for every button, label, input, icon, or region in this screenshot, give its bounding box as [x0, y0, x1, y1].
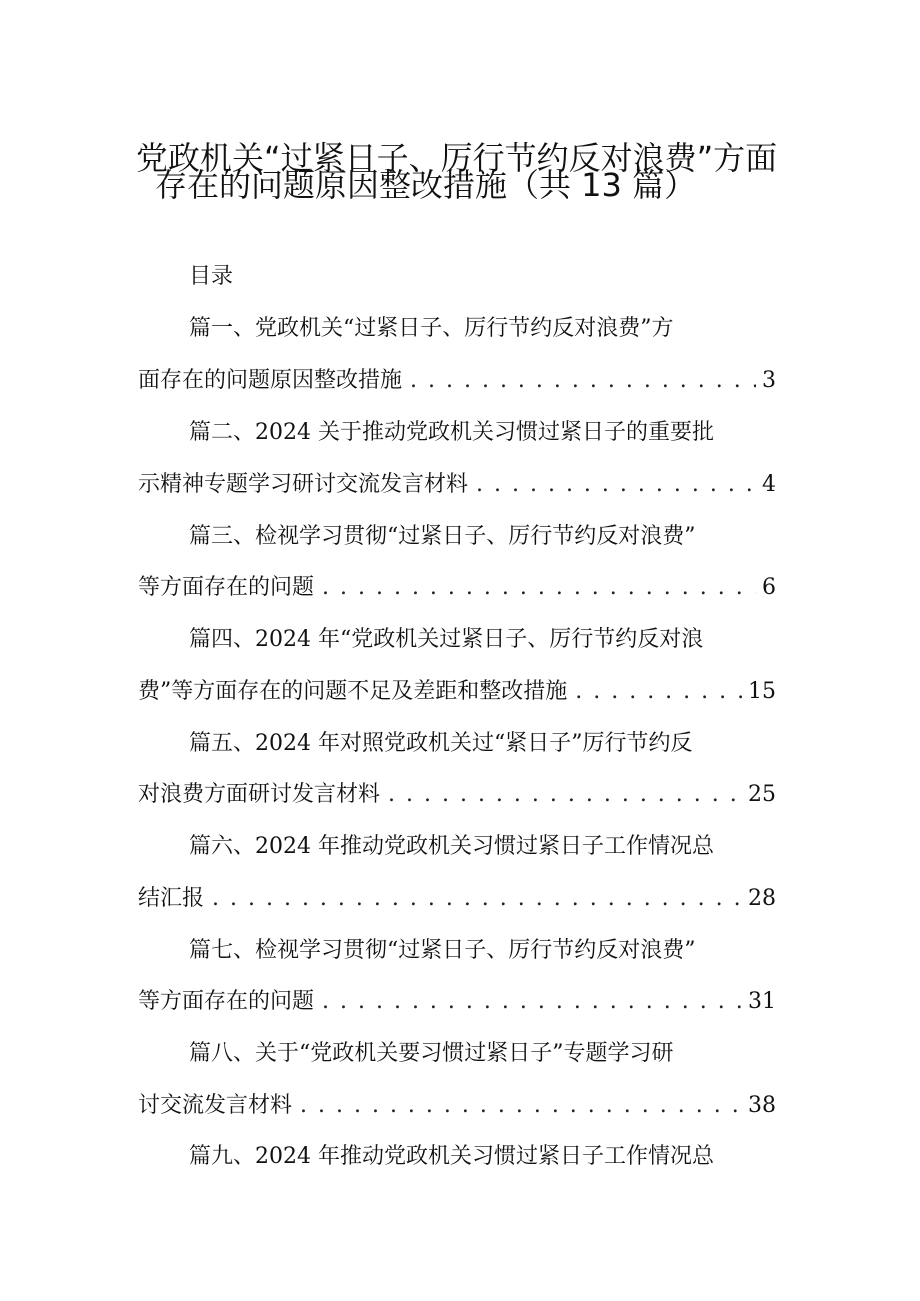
dot-leader [575, 677, 742, 707]
toc-entry-7-line2[interactable] [138, 987, 776, 1017]
toc-entry-8-page: 38 [748, 1093, 776, 1118]
toc-entry-2-text: 示精神专题学习研讨交流发言材料 [138, 472, 469, 497]
toc-entry-4-line2[interactable] [138, 677, 776, 707]
toc-entry-7-line1[interactable]: 篇七、检视学习贯彻“过紧日子、厉行节约反对浪费” [189, 938, 696, 963]
toc-entry-7-text: 等方面存在的问题 [138, 989, 315, 1014]
toc-entry-6-text: 结汇报 [138, 886, 205, 911]
toc-entry-8-text: 讨交流发言材料 [138, 1093, 293, 1118]
toc-entry-5-text: 对浪费方面研讨发言材料 [138, 782, 381, 807]
toc-heading: 目录 [189, 264, 234, 289]
toc-entry-5-page: 25 [748, 782, 776, 807]
toc-entry-7-page: 31 [748, 989, 776, 1014]
toc-entry-3-line2[interactable] [138, 573, 776, 603]
toc-entry-8-line2[interactable] [138, 1091, 776, 1121]
toc-entry-4-text: 费”等方面存在的问题不足及差距和整改措施 [138, 679, 568, 704]
dot-leader [212, 884, 742, 914]
dot-leader [300, 1091, 742, 1121]
toc-entry-8-line1[interactable]: 篇八、关于“党政机关要习惯过紧日子”专题学习研 [189, 1041, 674, 1066]
dot-leader [322, 987, 742, 1017]
toc-entry-5-line1[interactable]: 篇五、2024 年对照党政机关过“紧日子”厉行节约反 [189, 731, 693, 756]
dot-leader [476, 470, 756, 500]
toc-entry-1-page: 3 [762, 368, 776, 393]
document-title-line-2: 存在的问题原因整改措施（共 13 篇） [155, 166, 697, 204]
toc-entry-3-text: 等方面存在的问题 [138, 575, 315, 600]
toc-entry-6-page: 28 [748, 886, 776, 911]
toc-entry-4-line1[interactable]: 篇四、2024 年“党政机关过紧日子、厉行节约反对浪 [189, 627, 704, 652]
toc-entry-1-line1[interactable]: 篇一、党政机关“过紧日子、厉行节约反对浪费”方 [189, 316, 674, 341]
toc-entry-1-text: 面存在的问题原因整改措施 [138, 368, 403, 393]
toc-entry-5-line2[interactable] [138, 780, 776, 810]
toc-entry-2-page: 4 [762, 472, 776, 497]
document-title-line-1: 党政机关“过紧日子、厉行节约反对浪费”方面 [136, 139, 778, 177]
toc-entry-6-line1[interactable]: 篇六、2024 年推动党政机关习惯过紧日子工作情况总 [189, 834, 714, 859]
dot-leader [322, 573, 756, 603]
toc-entry-2-line1[interactable]: 篇二、2024 关于推动党政机关习惯过紧日子的重要批 [189, 420, 714, 445]
toc-entry-3-page: 6 [762, 575, 776, 600]
dot-leader [388, 780, 742, 810]
dot-leader [410, 366, 756, 396]
toc-entry-6-line2[interactable] [138, 884, 776, 914]
toc-entry-9-line1[interactable]: 篇九、2024 年推动党政机关习惯过紧日子工作情况总 [189, 1144, 714, 1169]
toc-entry-3-line1[interactable]: 篇三、检视学习贯彻“过紧日子、厉行节约反对浪费” [189, 524, 696, 549]
toc-entry-2-line2[interactable] [138, 470, 776, 500]
toc-entry-4-page: 15 [748, 679, 776, 704]
toc-entry-1-line2[interactable] [138, 366, 776, 396]
